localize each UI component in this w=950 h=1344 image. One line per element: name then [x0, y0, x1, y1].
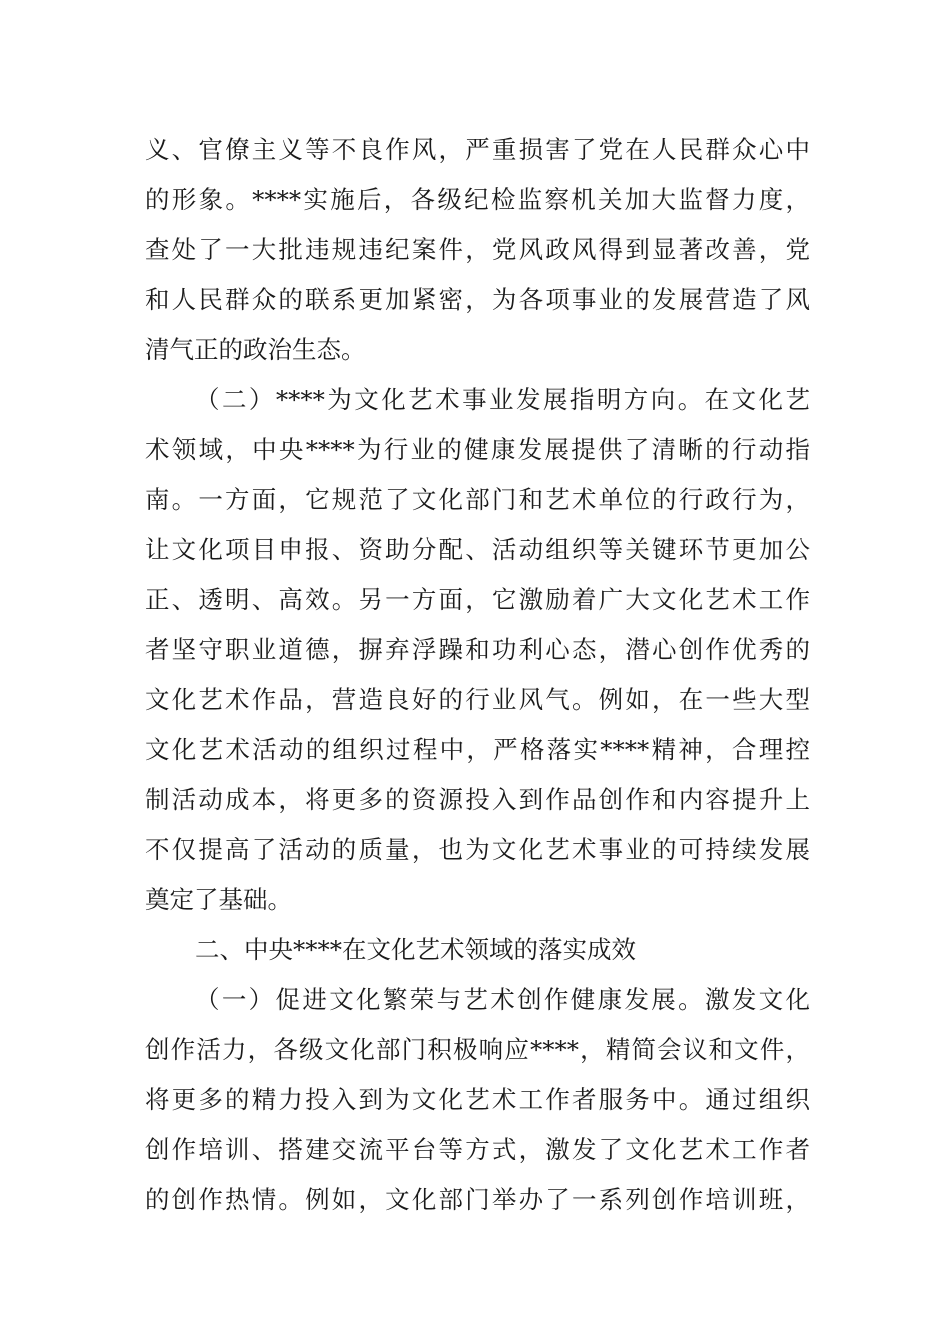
text-line: 创作活力，各级文化部门积极响应****，精简会议和文件， — [145, 1035, 810, 1064]
text-line: 文化艺术活动的组织过程中，严格落实****精神，合理控 — [145, 735, 810, 764]
text-line: 和人民群众的联系更加紧密，为各项事业的发展营造了风 — [145, 285, 810, 314]
text-line: 的创作热情。例如，文化部门举办了一系列创作培训班， — [145, 1185, 810, 1214]
text-line: 奠定了基础。 — [145, 885, 292, 914]
text-line: 清气正的政治生态。 — [145, 335, 366, 364]
text-line: 者坚守职业道德，摒弃浮躁和功利心态，潜心创作优秀的 — [145, 635, 810, 664]
text-line: 术领域，中央****为行业的健康发展提供了清晰的行动指 — [145, 435, 810, 464]
text-line: 不仅提高了活动的质量，也为文化艺术事业的可持续发展 — [145, 835, 810, 864]
text-line: 制活动成本，将更多的资源投入到作品创作和内容提升上 — [145, 785, 810, 814]
text-line: 查处了一大批违规违纪案件，党风政风得到显著改善，党 — [145, 235, 810, 264]
text-line: 文化艺术作品，营造良好的行业风气。例如，在一些大型 — [145, 685, 810, 714]
section-heading-1: （一）促进文化繁荣与艺术创作健康发展。激发文化 — [195, 985, 810, 1014]
chapter-heading: 二、中央****在文化艺术领域的落实成效 — [195, 935, 636, 964]
text-line: 的形象。****实施后，各级纪检监察机关加大监督力度， — [145, 185, 810, 214]
text-line: 创作培训、搭建交流平台等方式，激发了文化艺术工作者 — [145, 1135, 810, 1164]
text-line: 义、官僚主义等不良作风，严重损害了党在人民群众心中 — [145, 135, 810, 164]
text-line: 南。一方面，它规范了文化部门和艺术单位的行政行为， — [145, 485, 810, 514]
text-line: 将更多的精力投入到为文化艺术工作者服务中。通过组织 — [145, 1085, 810, 1114]
text-line: 让文化项目申报、资助分配、活动组织等关键环节更加公 — [145, 535, 810, 564]
section-heading-2: （二）****为文化艺术事业发展指明方向。在文化艺 — [195, 385, 810, 414]
text-line: 正、透明、高效。另一方面，它激励着广大文化艺术工作 — [145, 585, 810, 614]
